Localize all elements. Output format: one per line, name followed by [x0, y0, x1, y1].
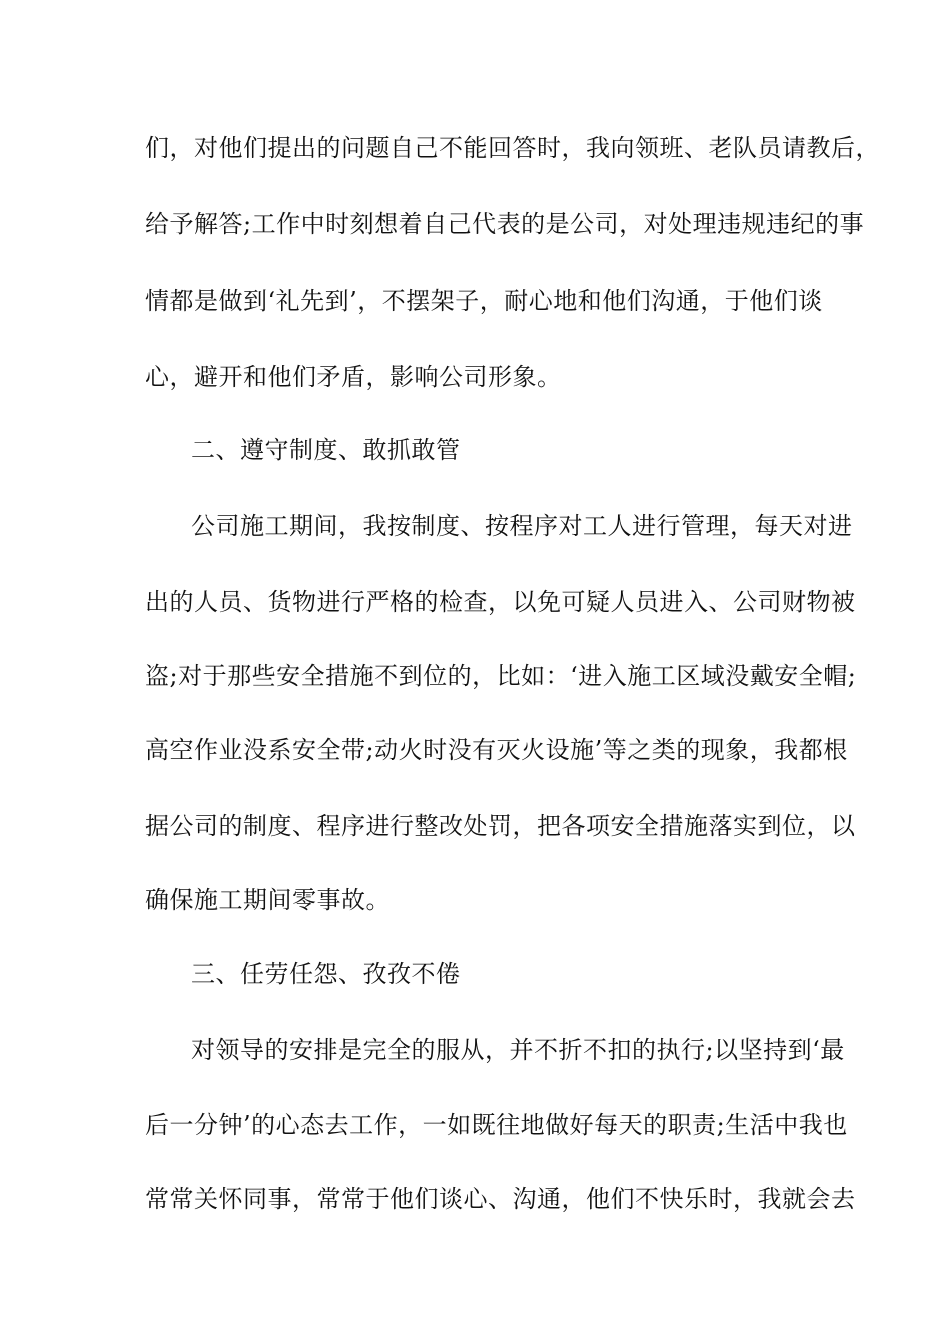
paragraph-line: 给予解答;工作中时刻想着自己代表的是公司，对处理违规违纪的事 [145, 210, 865, 238]
paragraph-line: 据公司的制度、程序进行整改处罚，把各项安全措施落实到位，以 [145, 812, 856, 840]
paragraph-line: 确保施工期间零事故。 [145, 886, 390, 914]
paragraph-line: 盗;对于那些安全措施不到位的，比如：‘进入施工区域没戴安全帽; [145, 662, 857, 690]
paragraph-line: 公司施工期间，我按制度、按程序对工人进行管理，每天对进 [191, 512, 853, 540]
paragraph-line: 情都是做到‘礼先到’，不摆架子，耐心地和他们沟通，于他们谈 [145, 287, 823, 315]
section-heading: 三、任劳任怨、孜孜不倦 [191, 960, 461, 988]
paragraph-line: 对领导的安排是完全的服从，并不折不扣的执行;以坚持到‘最 [191, 1036, 845, 1064]
paragraph-line: 们，对他们提出的问题自己不能回答时，我向领班、老队员请教后， [145, 134, 880, 162]
paragraph-line: 常常关怀同事，常常于他们谈心、沟通，他们不快乐时，我就会去 [145, 1185, 856, 1213]
section-heading: 二、遵守制度、敢抓敢管 [191, 436, 461, 464]
paragraph-line: 后一分钟’的心态去工作，一如既往地做好每天的职责;生活中我也 [145, 1111, 848, 1139]
paragraph-line: 出的人员、货物进行严格的检查，以免可疑人员进入、公司财物被 [145, 588, 856, 616]
paragraph-line: 高空作业没系安全带;动火时没有灭火设施’等之类的现象，我都根 [145, 736, 848, 764]
paragraph-line: 心，避开和他们矛盾，影响公司形象。 [145, 363, 562, 391]
